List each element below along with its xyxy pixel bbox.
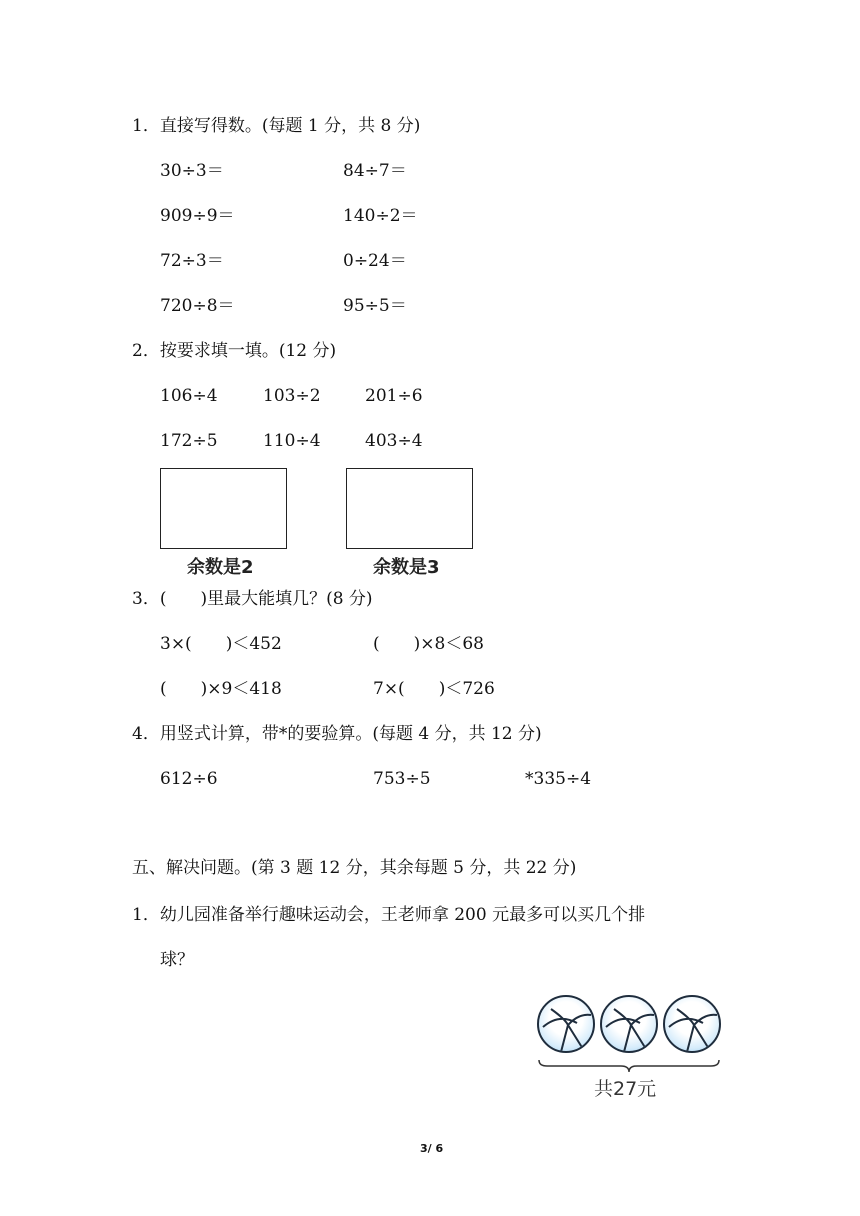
q2-item: 106÷4: [160, 386, 218, 406]
volleyball-icon: [600, 995, 658, 1053]
q2-item: 103÷2: [263, 386, 321, 406]
q1-item: 84÷7＝: [343, 161, 407, 181]
brace-icon: [537, 1058, 721, 1074]
q4-item: *335÷4: [525, 769, 592, 789]
volleyball-icon: [663, 995, 721, 1053]
q1-item: 0÷24＝: [343, 251, 407, 271]
q3-item: 7×( )＜726: [373, 679, 495, 699]
q1-item: 72÷3＝: [160, 251, 224, 271]
section5-title: 五、解决问题。(第 3 题 12 分，其余每题 5 分，共 22 分): [132, 858, 577, 878]
box-label: 余数是3: [373, 557, 440, 578]
q2-item: 110÷4: [263, 431, 321, 451]
q1-item: 140÷2＝: [343, 206, 418, 226]
q3-item: 3×( )＜452: [160, 634, 282, 654]
page-number: 3/ 6: [420, 1142, 444, 1155]
q3-title: 3．( )里最大能填几？(8 分): [132, 589, 373, 609]
box-label: 余数是2: [187, 557, 254, 578]
problem-1-text: 1．幼儿园准备举行趣味运动会，王老师拿 200 元最多可以买几个排: [132, 905, 646, 925]
answer-box-remainder-3[interactable]: [346, 468, 473, 549]
problem-1-text-cont: 球？: [160, 950, 194, 970]
figure-label: 共27元: [594, 1078, 657, 1100]
q2-item: 172÷5: [160, 431, 218, 451]
q2-item: 403÷4: [365, 431, 423, 451]
q1-title: 1．直接写得数。(每题 1 分，共 8 分): [132, 116, 421, 136]
q1-item: 30÷3＝: [160, 161, 224, 181]
q1-item: 95÷5＝: [343, 296, 407, 316]
q4-item: 753÷5: [373, 769, 431, 789]
q2-item: 201÷6: [365, 386, 423, 406]
q4-item: 612÷6: [160, 769, 218, 789]
q1-item: 909÷9＝: [160, 206, 235, 226]
answer-box-remainder-2[interactable]: [160, 468, 287, 549]
q3-item: ( )×9＜418: [160, 679, 282, 699]
q4-title: 4．用竖式计算，带*的要验算。(每题 4 分，共 12 分): [132, 724, 542, 744]
volleyball-icon: [537, 995, 595, 1053]
q2-title: 2．按要求填一填。(12 分): [132, 341, 337, 361]
q3-item: ( )×8＜68: [373, 634, 484, 654]
q1-item: 720÷8＝: [160, 296, 235, 316]
